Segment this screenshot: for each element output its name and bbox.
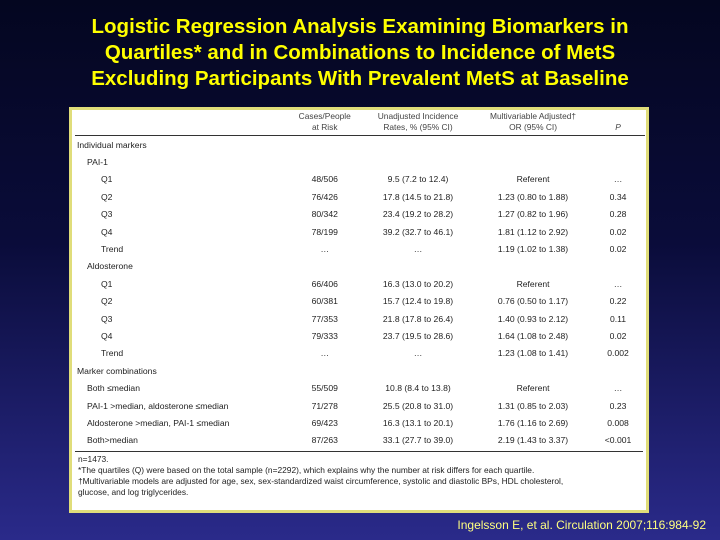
row-cases: 79/333 [311, 330, 338, 341]
row-cases: 78/199 [311, 226, 338, 237]
row-p: 0.11 [609, 313, 627, 324]
row-or: 2.19 (1.43 to 3.37) [497, 435, 569, 446]
row-p [591, 136, 645, 154]
row-rate: 16.3 (13.1 to 20.1) [382, 417, 454, 428]
row-rate: 21.8 (17.8 to 26.4) [382, 313, 454, 324]
table-row [75, 397, 645, 414]
row-or: Referent [516, 383, 550, 394]
table-row [75, 188, 645, 205]
row-or [475, 258, 591, 275]
row-rate [361, 153, 475, 170]
row-p [591, 153, 645, 170]
row-rate [361, 258, 475, 275]
row-label: Both>median [87, 435, 138, 446]
row-cases: 71/278 [311, 400, 338, 411]
row-rate: 23.7 (19.5 to 28.6) [382, 330, 454, 341]
row-p: 0.008 [607, 417, 629, 428]
row-or: Referent [516, 278, 550, 289]
row-cases: 55/509 [311, 383, 338, 394]
row-or: 1.23 (1.08 to 1.41) [497, 348, 569, 359]
row-or: 1.27 (0.82 to 1.96) [497, 209, 569, 220]
row-p [591, 362, 645, 379]
row-label: Q3 [101, 313, 113, 324]
row-rate: … [413, 348, 423, 359]
row-rate: … [413, 244, 423, 255]
row-p: … [613, 278, 623, 289]
row-or: 1.23 (0.80 to 1.88) [497, 191, 569, 202]
header-label [75, 110, 288, 136]
note-multivariable-1: †Multivariable models are adjusted for age, sex, sex-standardized waist circumference, systolic and diastolic BPs, HDL cholesterol, [78, 476, 564, 487]
row-p: <0.001 [604, 435, 632, 446]
table-row [75, 136, 645, 154]
row-cases: 80/342 [311, 209, 338, 220]
row-label: Individual markers [77, 139, 147, 150]
row-rate: 10.8 (8.4 to 13.8) [385, 383, 451, 394]
row-p: … [613, 174, 623, 185]
table-row [75, 414, 645, 431]
row-p: 0.002 [607, 348, 629, 359]
row-or: 0.76 (0.50 to 1.17) [497, 296, 569, 307]
row-or [475, 153, 591, 170]
row-label: Both ≤median [87, 383, 140, 394]
table-row [75, 258, 645, 275]
row-label: Q4 [101, 330, 113, 341]
citation: Ingelsson E, et al. Circulation 2007;116:984-92 [457, 518, 706, 532]
row-or: 1.64 (1.08 to 2.48) [497, 330, 569, 341]
table-row [75, 206, 645, 223]
row-cases: 69/423 [311, 417, 338, 428]
row-cases [288, 258, 361, 275]
row-label: Q2 [101, 191, 113, 202]
table-notes [72, 452, 646, 498]
row-p: 0.02 [609, 330, 627, 341]
table-row [75, 223, 645, 240]
row-label: PAI-1 >median, aldosterone ≤median [87, 400, 229, 411]
row-p [591, 258, 645, 275]
row-label: Q2 [101, 296, 113, 307]
row-or: Referent [516, 174, 550, 185]
table-row [75, 379, 645, 396]
row-or: 1.76 (1.16 to 2.69) [497, 417, 569, 428]
row-rate: 17.8 (14.5 to 21.8) [382, 191, 454, 202]
row-rate [361, 362, 475, 379]
row-p: 0.22 [609, 296, 627, 307]
table-row [75, 293, 645, 310]
row-label: Q1 [101, 174, 113, 185]
row-cases [288, 362, 361, 379]
row-cases [288, 136, 361, 154]
table-row [75, 345, 645, 362]
header-rates: Unadjusted Incidence Rates, % (95% CI) [361, 110, 475, 136]
row-label: Aldosterone [87, 261, 133, 272]
row-label: Marker combinations [77, 365, 157, 376]
row-or: 1.31 (0.85 to 2.03) [497, 400, 569, 411]
table-row [75, 310, 645, 327]
table-row [75, 432, 645, 449]
row-or: 1.19 (1.02 to 1.38) [497, 244, 569, 255]
row-cases: 60/381 [311, 296, 338, 307]
row-label: Q4 [101, 226, 113, 237]
table-row [75, 362, 645, 379]
row-rate: 33.1 (27.7 to 39.0) [382, 435, 454, 446]
header-p: P [591, 110, 645, 136]
title-line-2: Quartiles* and in Combinations to Incidence of MetS [104, 41, 616, 64]
row-cases: … [320, 348, 330, 359]
row-cases: 48/506 [311, 174, 338, 185]
row-rate: 23.4 (19.2 to 28.2) [382, 209, 454, 220]
table-row [75, 153, 645, 170]
row-cases: 66/406 [311, 278, 338, 289]
results-table [75, 110, 645, 449]
title-line-1: Logistic Regression Analysis Examining Biomarkers in [91, 15, 629, 38]
table-row [75, 171, 645, 188]
row-label: Q1 [101, 278, 113, 289]
note-multivariable-2: glucose, and log triglycerides. [78, 487, 189, 498]
table-row [75, 240, 645, 257]
slide-title [0, 14, 720, 92]
table-row [75, 275, 645, 292]
row-rate: 39.2 (32.7 to 46.1) [382, 226, 454, 237]
row-label: Q3 [101, 209, 113, 220]
row-label: PAI-1 [87, 157, 108, 168]
row-or [475, 136, 591, 154]
row-cases: 76/426 [311, 191, 338, 202]
row-rate [361, 136, 475, 154]
row-label: Aldosterone >median, PAI-1 ≤median [87, 417, 230, 428]
row-rate: 9.5 (7.2 to 12.4) [387, 174, 449, 185]
note-quartiles: *The quartiles (Q) were based on the total sample (n=2292), which explains why the number at risk differs for each quartile. [78, 465, 535, 476]
header-multivariable: Multivariable Adjusted† OR (95% CI) [475, 110, 591, 136]
header-cases: Cases/People at Risk [288, 110, 361, 136]
row-rate: 25.5 (20.8 to 31.0) [382, 400, 454, 411]
title-line-3: Excluding Participants With Prevalent MetS at Baseline [91, 67, 629, 90]
row-or: 1.81 (1.12 to 2.92) [497, 226, 569, 237]
row-p: 0.02 [609, 226, 627, 237]
note-n: n=1473. [78, 454, 109, 465]
row-cases [288, 153, 361, 170]
row-cases: 87/263 [311, 435, 338, 446]
row-or: 1.40 (0.93 to 2.12) [497, 313, 569, 324]
row-rate: 16.3 (13.0 to 20.2) [382, 278, 454, 289]
table-header-row [75, 110, 645, 136]
table-row [75, 327, 645, 344]
row-p: 0.28 [609, 209, 627, 220]
row-p: … [613, 383, 623, 394]
row-or [475, 362, 591, 379]
row-rate: 15.7 (12.4 to 19.8) [382, 296, 454, 307]
table-panel [69, 107, 649, 513]
row-cases: 77/353 [311, 313, 338, 324]
row-cases: … [320, 244, 330, 255]
row-p: 0.23 [609, 400, 627, 411]
row-label: Trend [101, 244, 124, 255]
row-p: 0.02 [609, 244, 627, 255]
row-p: 0.34 [609, 191, 627, 202]
row-label: Trend [101, 348, 124, 359]
